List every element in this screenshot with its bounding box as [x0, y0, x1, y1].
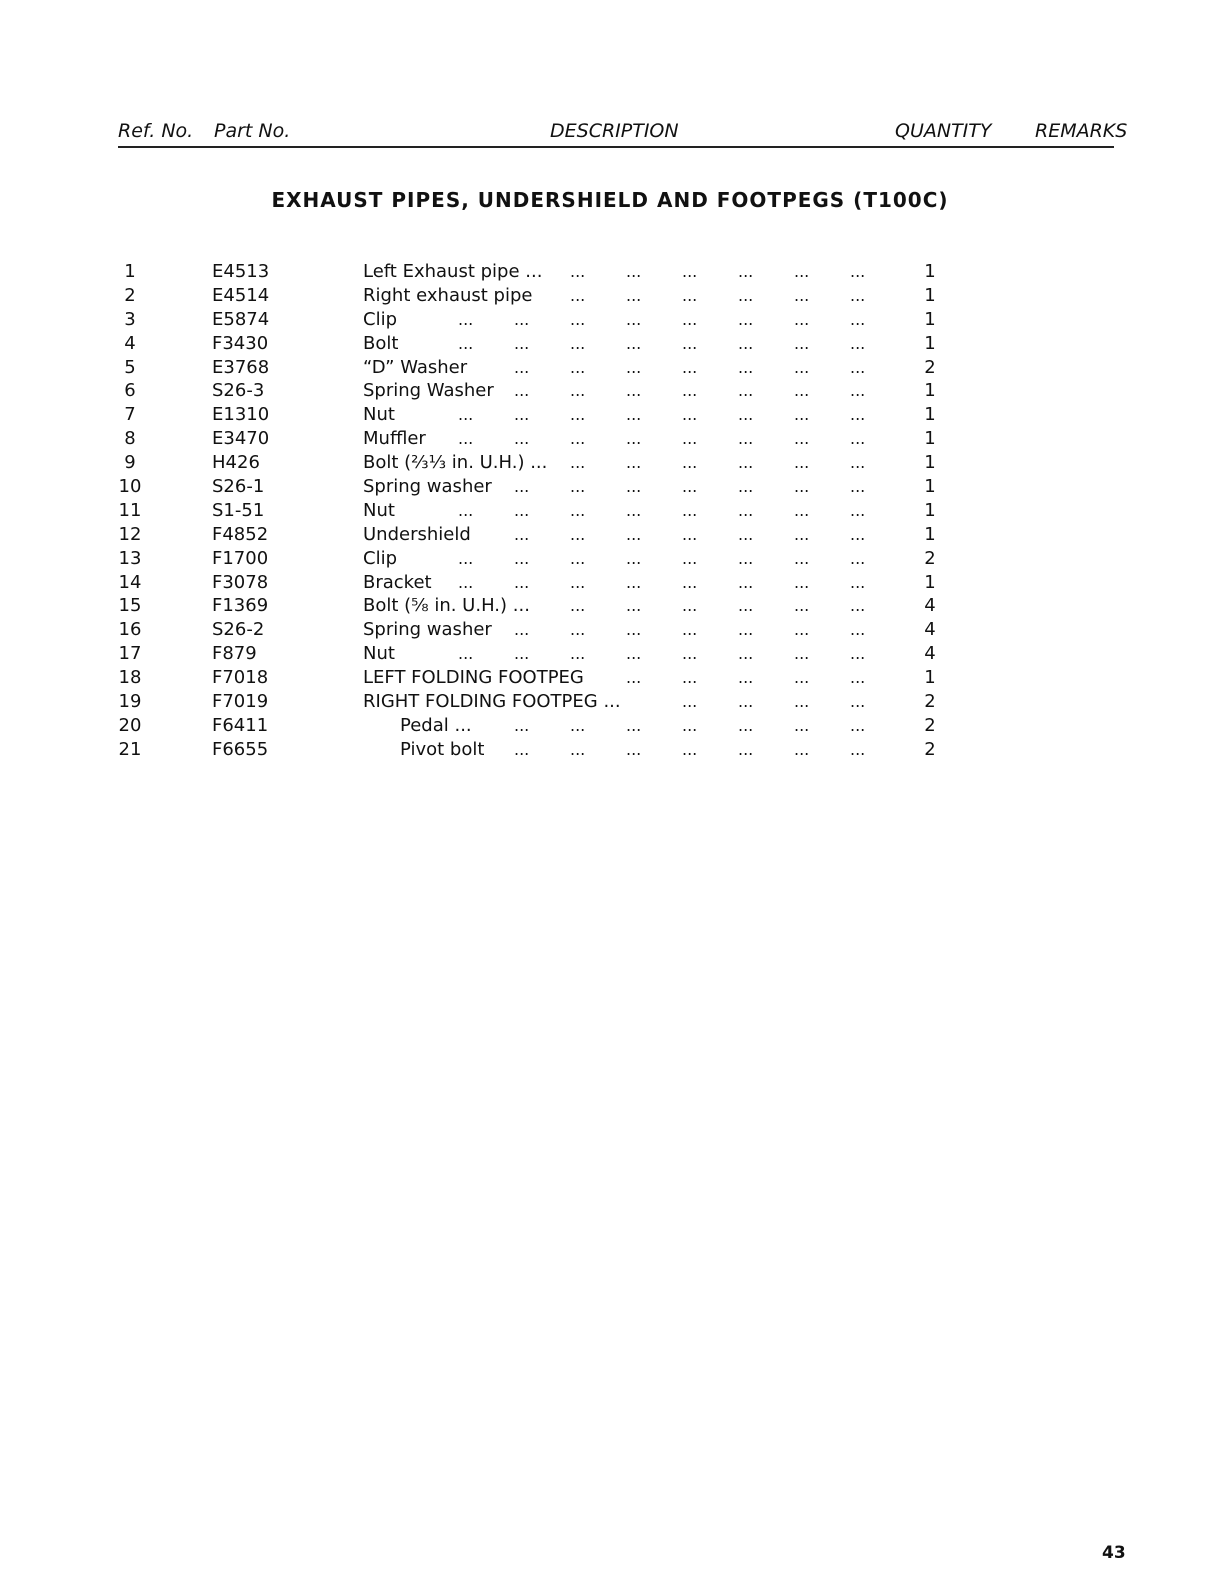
leader-dots: ...: [570, 715, 586, 735]
leader-dots: ...: [738, 715, 754, 735]
ref-number: 9: [124, 452, 136, 474]
leader-dots: ...: [738, 429, 754, 449]
leader-dots: ...: [794, 309, 810, 329]
leader-dots: ...: [458, 644, 474, 664]
leader-dots: ...: [626, 405, 642, 425]
part-description: Muffler: [363, 428, 426, 450]
leader-dots: ...: [514, 477, 530, 497]
leader-dots: ...: [738, 739, 754, 759]
ref-number: 1: [124, 261, 136, 282]
leader-dots: ...: [682, 285, 698, 305]
leader-dots: ...: [794, 596, 810, 616]
leader-dots: ...: [458, 548, 474, 568]
leader-dots: ...: [514, 381, 530, 401]
part-description: Undershield: [363, 523, 471, 545]
leader-dots: ...: [570, 357, 586, 377]
ref-number: 5: [124, 356, 136, 378]
part-number: F7018: [212, 667, 269, 689]
leader-dots: ...: [626, 357, 642, 377]
table-row: [0, 356, 1220, 380]
ref-number: 17: [118, 643, 142, 665]
part-number: H426: [212, 452, 260, 474]
part-quantity: 1: [924, 404, 936, 426]
ref-number: 8: [124, 428, 136, 450]
leader-dots: ...: [794, 715, 810, 735]
leader-dots: ...: [570, 739, 586, 759]
leader-dots: ...: [738, 620, 754, 640]
part-no-header: Part No.: [214, 120, 291, 142]
part-description: Bracket: [363, 571, 432, 593]
table-row: [0, 618, 1220, 642]
part-number: F1369: [212, 595, 269, 617]
leader-dots: ...: [682, 739, 698, 759]
table-row: [0, 379, 1220, 403]
parts-list: [0, 260, 1220, 762]
part-description: LEFT FOLDING FOOTPEG: [363, 667, 584, 689]
leader-dots: ...: [738, 453, 754, 473]
table-row: [0, 403, 1220, 427]
leader-dots: ...: [850, 381, 866, 401]
remarks-header: REMARKS: [1035, 120, 1128, 142]
part-quantity: 1: [924, 380, 936, 402]
leader-dots: ...: [570, 262, 586, 281]
leader-dots: ...: [738, 357, 754, 377]
table-row: [0, 499, 1220, 523]
leader-dots: ...: [570, 572, 586, 592]
part-number: E1310: [212, 404, 270, 426]
ref-number: 2: [124, 284, 136, 306]
leader-dots: ...: [794, 333, 810, 353]
ref-number: 12: [118, 523, 142, 545]
part-description: Nut: [363, 643, 395, 665]
table-row: [0, 260, 1220, 284]
leader-dots: ...: [850, 429, 866, 449]
part-description: Bolt (⅔⅓ in. U.H.) ...: [363, 452, 548, 474]
leader-dots: ...: [850, 309, 866, 329]
column-header-row: [118, 116, 1128, 148]
part-quantity: 1: [924, 452, 936, 474]
leader-dots: ...: [570, 620, 586, 640]
leader-dots: ...: [682, 620, 698, 640]
leader-dots: ...: [738, 381, 754, 401]
leader-dots: ...: [682, 500, 698, 520]
leader-dots: ...: [514, 572, 530, 592]
leader-dots: ...: [850, 405, 866, 425]
leader-dots: ...: [794, 739, 810, 759]
leader-dots: ...: [682, 596, 698, 616]
leader-dots: ...: [514, 333, 530, 353]
leader-dots: ...: [738, 309, 754, 329]
leader-dots: ...: [850, 333, 866, 353]
part-description: Clip: [363, 547, 397, 569]
part-number: E3470: [212, 428, 270, 450]
part-number: F7019: [212, 691, 269, 713]
table-row: [0, 571, 1220, 595]
leader-dots: ...: [682, 357, 698, 377]
leader-dots: ...: [738, 572, 754, 592]
part-number: E4514: [212, 284, 270, 306]
leader-dots: ...: [738, 524, 754, 544]
part-quantity: 1: [924, 571, 936, 593]
leader-dots: ...: [682, 692, 698, 712]
leader-dots: ...: [514, 309, 530, 329]
leader-dots: ...: [794, 405, 810, 425]
leader-dots: ...: [682, 572, 698, 592]
part-quantity: 2: [924, 547, 936, 569]
leader-dots: ...: [626, 548, 642, 568]
leader-dots: ...: [682, 333, 698, 353]
table-row: [0, 547, 1220, 571]
quantity-header: QUANTITY: [895, 120, 992, 142]
leader-dots: ...: [570, 333, 586, 353]
leader-dots: ...: [850, 715, 866, 735]
leader-dots: ...: [850, 500, 866, 520]
part-quantity: 1: [924, 499, 936, 521]
part-description: Pivot bolt: [400, 738, 485, 760]
part-number: F3430: [212, 332, 269, 354]
part-number: E5874: [212, 308, 270, 330]
leader-dots: ...: [682, 262, 698, 281]
leader-dots: ...: [514, 500, 530, 520]
leader-dots: ...: [850, 668, 866, 688]
ref-number: 19: [118, 691, 142, 713]
part-quantity: 1: [924, 476, 936, 498]
leader-dots: ...: [794, 262, 810, 281]
leader-dots: ...: [458, 309, 474, 329]
leader-dots: ...: [570, 453, 586, 473]
part-quantity: 1: [924, 667, 936, 689]
leader-dots: ...: [570, 405, 586, 425]
part-number: S26-1: [212, 476, 265, 498]
part-number: F879: [212, 643, 257, 665]
leader-dots: ...: [514, 524, 530, 544]
leader-dots: ...: [514, 357, 530, 377]
part-description: Clip: [363, 308, 397, 330]
part-quantity: 1: [924, 261, 936, 282]
leader-dots: ...: [458, 405, 474, 425]
table-row: [0, 475, 1220, 499]
part-description: Nut: [363, 404, 395, 426]
leader-dots: ...: [570, 524, 586, 544]
part-description: Spring washer: [363, 619, 492, 641]
table-row: [0, 523, 1220, 547]
leader-dots: ...: [570, 429, 586, 449]
ref-number: 16: [118, 619, 142, 641]
part-quantity: 1: [924, 428, 936, 450]
leader-dots: ...: [850, 620, 866, 640]
leader-dots: ...: [738, 596, 754, 616]
part-description: Left Exhaust pipe ...: [363, 261, 543, 282]
part-number: S26-3: [212, 380, 265, 402]
section-title: EXHAUST PIPES, UNDERSHIELD AND FOOTPEGS (T100C): [271, 188, 949, 212]
leader-dots: ...: [514, 429, 530, 449]
leader-dots: ...: [682, 715, 698, 735]
leader-dots: ...: [570, 477, 586, 497]
leader-dots: ...: [794, 453, 810, 473]
part-description: Bolt: [363, 332, 399, 354]
ref-number: 11: [118, 499, 142, 521]
leader-dots: ...: [626, 262, 642, 281]
table-row: [0, 284, 1220, 308]
leader-dots: ...: [850, 285, 866, 305]
leader-dots: ...: [682, 644, 698, 664]
leader-dots: ...: [794, 381, 810, 401]
leader-dots: ...: [626, 596, 642, 616]
ref-number: 10: [118, 476, 142, 498]
part-number: S1-51: [212, 499, 265, 521]
leader-dots: ...: [570, 596, 586, 616]
leader-dots: ...: [738, 500, 754, 520]
leader-dots: ...: [850, 357, 866, 377]
leader-dots: ...: [850, 739, 866, 759]
leader-dots: ...: [794, 500, 810, 520]
leader-dots: ...: [738, 333, 754, 353]
table-row: [0, 308, 1220, 332]
leader-dots: ...: [626, 500, 642, 520]
leader-dots: ...: [626, 453, 642, 473]
leader-dots: ...: [682, 405, 698, 425]
part-description: Nut: [363, 499, 395, 521]
table-row: [0, 332, 1220, 356]
leader-dots: ...: [458, 429, 474, 449]
part-quantity: 4: [924, 595, 936, 617]
leader-dots: ...: [850, 572, 866, 592]
leader-dots: ...: [626, 620, 642, 640]
leader-dots: ...: [738, 405, 754, 425]
leader-dots: ...: [794, 620, 810, 640]
ref-number: 4: [124, 332, 136, 354]
leader-dots: ...: [738, 692, 754, 712]
part-quantity: 4: [924, 643, 936, 665]
leader-dots: ...: [626, 381, 642, 401]
leader-dots: ...: [850, 262, 866, 281]
part-quantity: 1: [924, 332, 936, 354]
leader-dots: ...: [626, 333, 642, 353]
part-number: S26-2: [212, 619, 265, 641]
ref-number: 18: [118, 667, 142, 689]
leader-dots: ...: [682, 453, 698, 473]
leader-dots: ...: [514, 715, 530, 735]
part-description: “D” Washer: [363, 356, 468, 378]
part-number: F1700: [212, 547, 269, 569]
leader-dots: ...: [514, 548, 530, 568]
leader-dots: ...: [794, 357, 810, 377]
part-number: F6411: [212, 714, 269, 736]
leader-dots: ...: [794, 644, 810, 664]
leader-dots: ...: [514, 405, 530, 425]
table-row: [0, 594, 1220, 618]
leader-dots: ...: [738, 262, 754, 281]
leader-dots: ...: [738, 644, 754, 664]
leader-dots: ...: [682, 381, 698, 401]
ref-no-header: Ref. No.: [118, 120, 194, 142]
part-quantity: 1: [924, 523, 936, 545]
part-quantity: 1: [924, 308, 936, 330]
table-row: [0, 642, 1220, 666]
leader-dots: ...: [682, 524, 698, 544]
part-description: Spring washer: [363, 476, 492, 498]
part-quantity: 2: [924, 738, 936, 760]
table-row: [0, 427, 1220, 451]
part-description: Spring Washer: [363, 380, 494, 402]
leader-dots: ...: [794, 668, 810, 688]
leader-dots: ...: [570, 285, 586, 305]
part-quantity: 2: [924, 691, 936, 713]
part-quantity: 2: [924, 356, 936, 378]
ref-number: 7: [124, 404, 136, 426]
leader-dots: ...: [626, 715, 642, 735]
leader-dots: ...: [626, 668, 642, 688]
ref-number: 14: [118, 571, 142, 593]
leader-dots: ...: [794, 572, 810, 592]
part-number: F4852: [212, 523, 269, 545]
ref-number: 3: [124, 308, 136, 330]
part-description: Pedal ...: [400, 714, 472, 736]
ref-number: 13: [118, 547, 142, 569]
leader-dots: ...: [458, 500, 474, 520]
leader-dots: ...: [514, 739, 530, 759]
table-row: [0, 714, 1220, 738]
part-number: F6655: [212, 738, 269, 760]
part-number: E3768: [212, 356, 270, 378]
leader-dots: ...: [850, 453, 866, 473]
leader-dots: ...: [794, 692, 810, 712]
leader-dots: ...: [850, 477, 866, 497]
leader-dots: ...: [626, 285, 642, 305]
leader-dots: ...: [626, 739, 642, 759]
leader-dots: ...: [626, 477, 642, 497]
leader-dots: ...: [514, 620, 530, 640]
part-description: Bolt (⅝ in. U.H.) ...: [363, 595, 530, 617]
table-row: [0, 690, 1220, 714]
leader-dots: ...: [458, 333, 474, 353]
ref-number: 21: [118, 738, 142, 760]
leader-dots: ...: [570, 500, 586, 520]
leader-dots: ...: [626, 309, 642, 329]
leader-dots: ...: [682, 309, 698, 329]
leader-dots: ...: [850, 692, 866, 712]
leader-dots: ...: [738, 668, 754, 688]
leader-dots: ...: [794, 477, 810, 497]
part-number: F3078: [212, 571, 269, 593]
leader-dots: ...: [682, 548, 698, 568]
table-row: [0, 738, 1220, 762]
ref-number: 6: [124, 380, 136, 402]
leader-dots: ...: [794, 429, 810, 449]
leader-dots: ...: [738, 548, 754, 568]
leader-dots: ...: [850, 644, 866, 664]
leader-dots: ...: [570, 309, 586, 329]
leader-dots: ...: [794, 524, 810, 544]
page-number: 43: [1102, 1543, 1126, 1563]
leader-dots: ...: [794, 548, 810, 568]
part-description: Right exhaust pipe: [363, 284, 533, 306]
leader-dots: ...: [626, 429, 642, 449]
part-quantity: 2: [924, 714, 936, 736]
leader-dots: ...: [458, 572, 474, 592]
part-quantity: 1: [924, 284, 936, 306]
leader-dots: ...: [794, 285, 810, 305]
leader-dots: ...: [570, 644, 586, 664]
leader-dots: ...: [514, 644, 530, 664]
leader-dots: ...: [626, 572, 642, 592]
ref-number: 15: [118, 595, 142, 617]
ref-number: 20: [118, 714, 142, 736]
leader-dots: ...: [570, 381, 586, 401]
leader-dots: ...: [850, 596, 866, 616]
table-row: [0, 451, 1220, 475]
part-number: E4513: [212, 261, 270, 282]
part-description: RIGHT FOLDING FOOTPEG ...: [363, 691, 621, 713]
leader-dots: ...: [570, 548, 586, 568]
part-quantity: 4: [924, 619, 936, 641]
leader-dots: ...: [682, 668, 698, 688]
leader-dots: ...: [850, 524, 866, 544]
leader-dots: ...: [626, 524, 642, 544]
leader-dots: ...: [738, 285, 754, 305]
leader-dots: ...: [682, 477, 698, 497]
leader-dots: ...: [626, 644, 642, 664]
leader-dots: ...: [738, 477, 754, 497]
leader-dots: ...: [682, 429, 698, 449]
leader-dots: ...: [850, 548, 866, 568]
description-header: DESCRIPTION: [550, 120, 679, 142]
table-row: [0, 666, 1220, 690]
